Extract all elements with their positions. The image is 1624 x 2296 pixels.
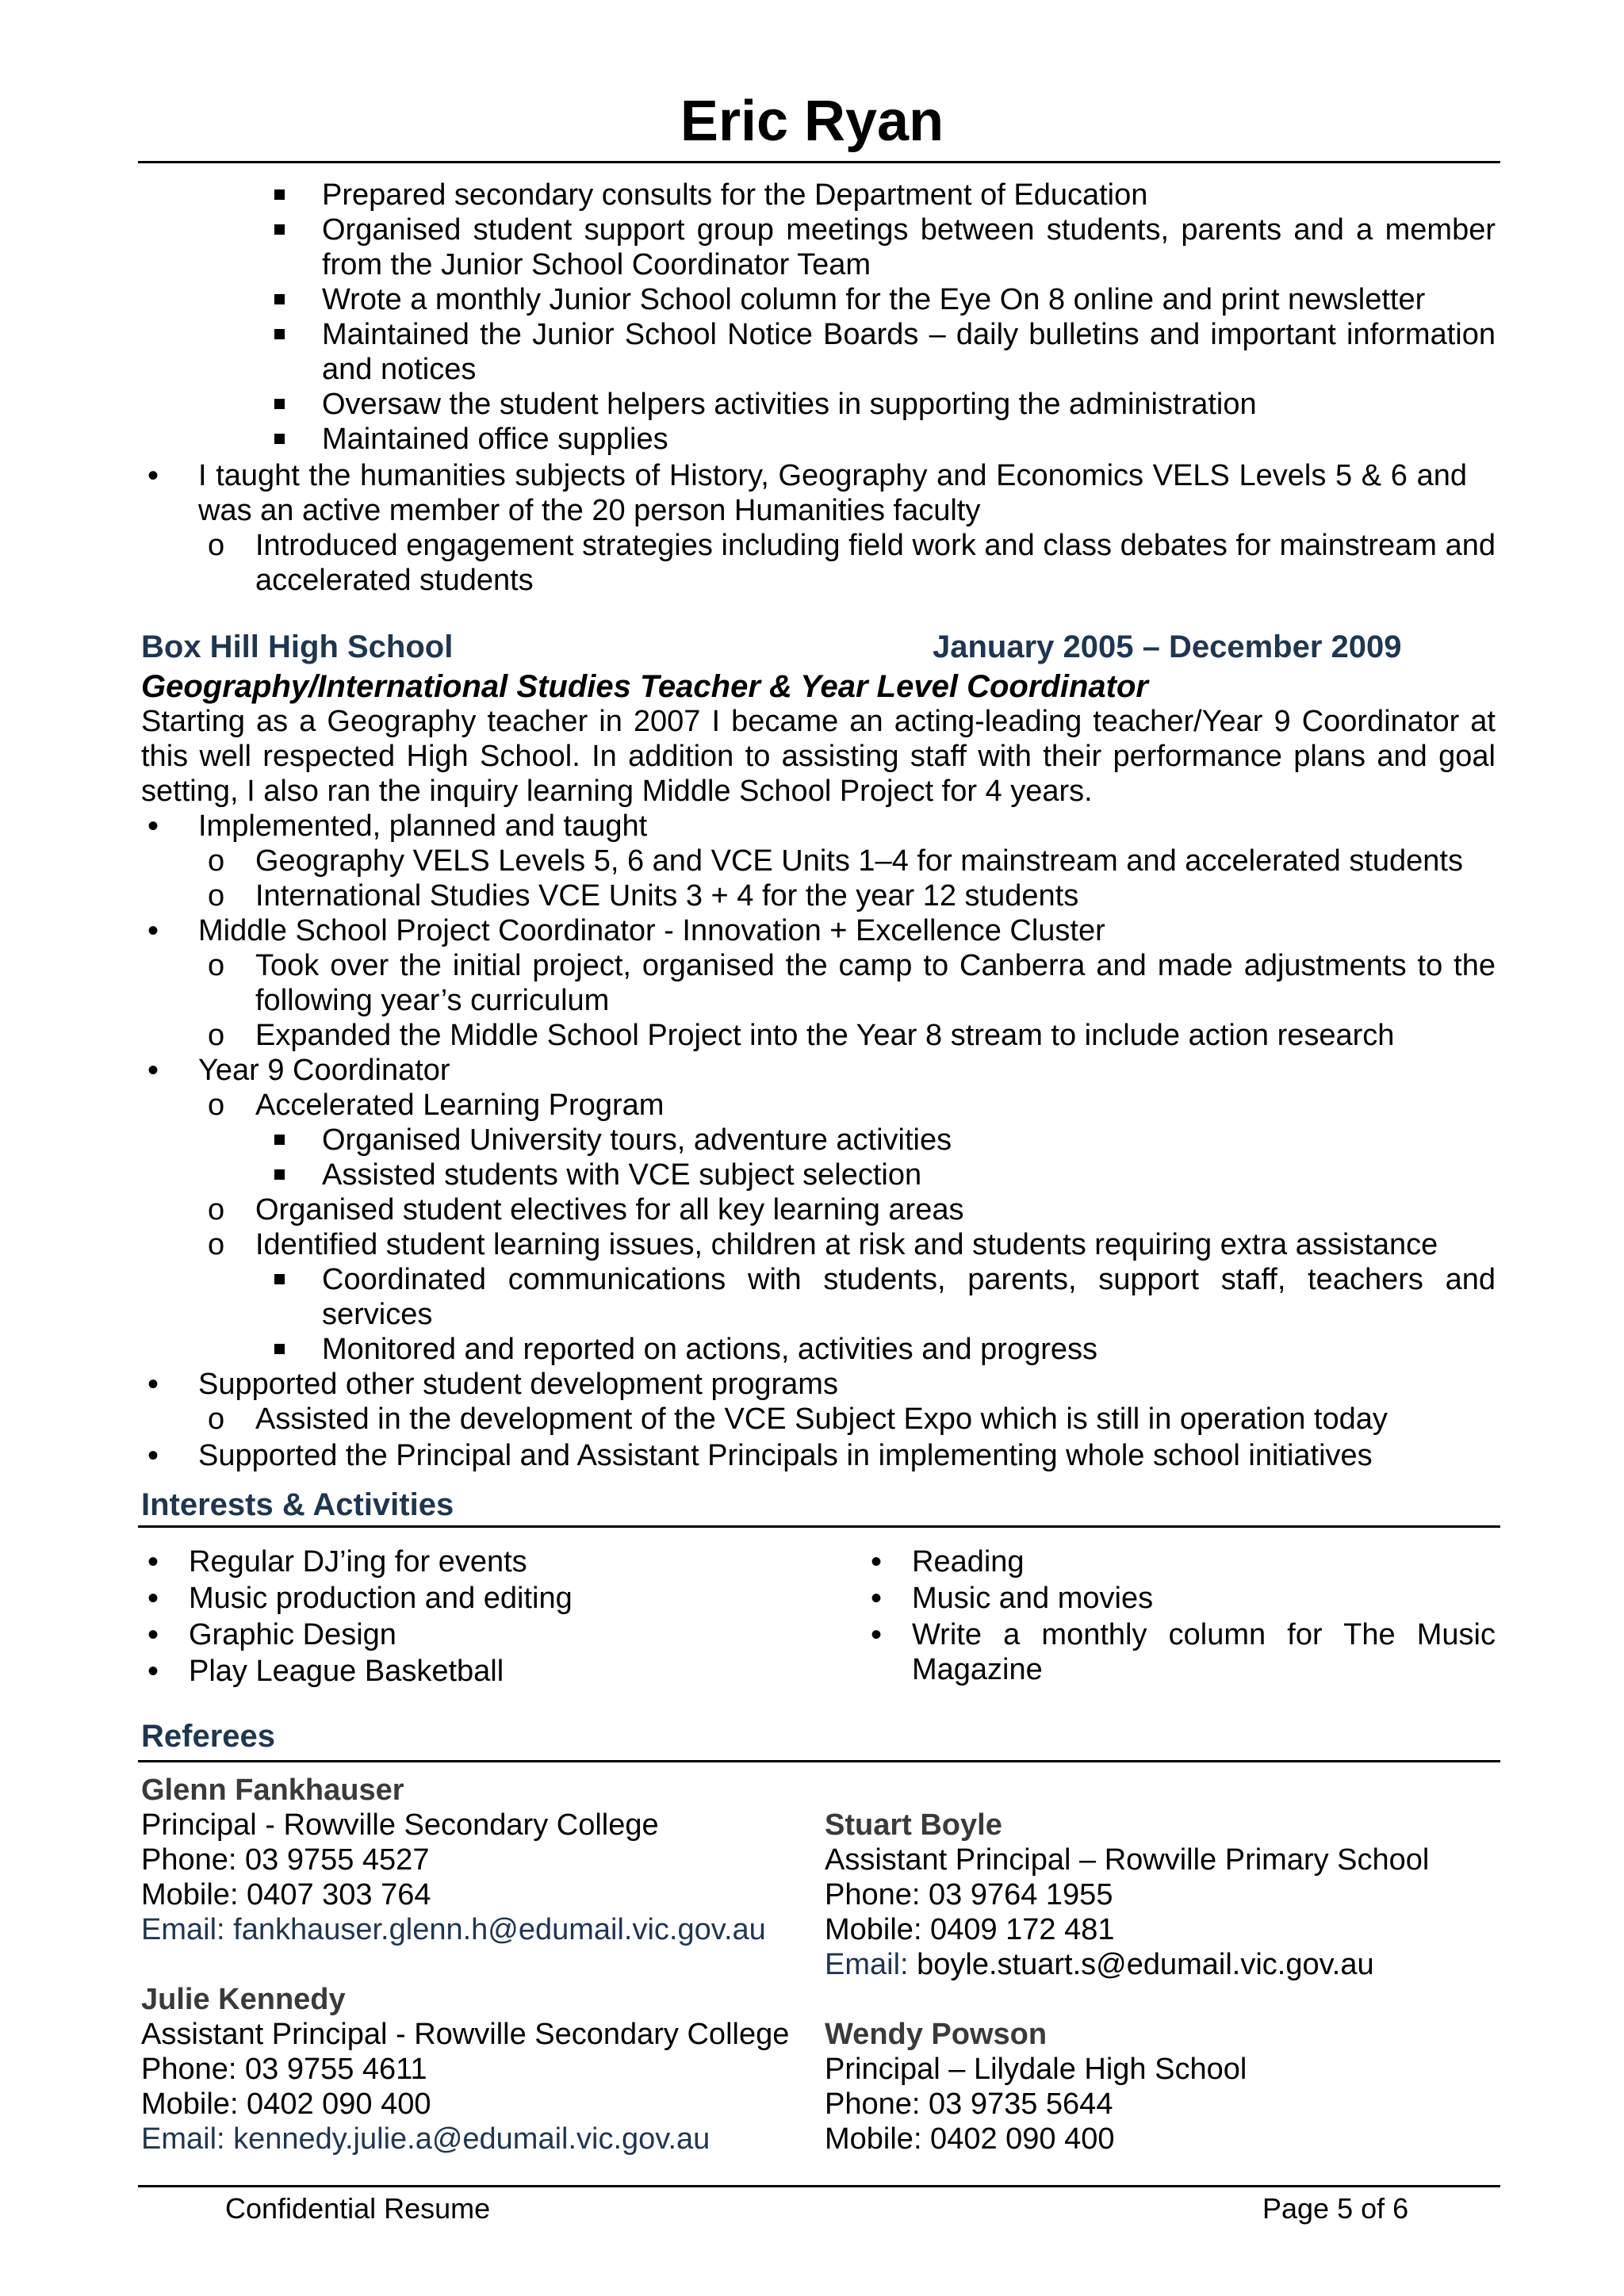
referee-name: Stuart Boyle — [825, 1808, 1002, 1842]
interest-item: Music and movies — [912, 1582, 1154, 1615]
list-item: Maintained the Junior School Notice Boards – daily bulletins and important information and notices — [322, 318, 1496, 386]
round-bullet: • — [147, 913, 159, 948]
round-bullet: • — [147, 458, 159, 493]
referee-mobile: Mobile: 0402 090 400 — [825, 2122, 1115, 2156]
list-item: Organised student support group meetings between students, parents and a member from the Junior School Coordinator Team — [322, 213, 1496, 281]
email-label: Email: — [141, 1913, 225, 1946]
list-item: Assisted students with VCE subject selection — [322, 1158, 922, 1192]
list-item: Wrote a monthly Junior School column for the Eye On 8 online and print newsletter — [322, 283, 1426, 316]
list-item: Organised University tours, adventure activities — [322, 1123, 952, 1157]
list-item: Assisted in the development of the VCE Subject Expo which is still in operation today — [255, 1402, 1388, 1436]
list-item: Accelerated Learning Program — [255, 1089, 665, 1122]
email-label: Email: — [825, 1948, 909, 1981]
referee-position: Principal – Lilydale High School — [825, 2053, 1247, 2086]
referee-email-line — [141, 1912, 766, 1947]
email-label: Email: — [141, 2122, 225, 2156]
list-item: Middle School Project Coordinator - Innovation + Excellence Cluster — [198, 914, 1105, 947]
list-item: International Studies VCE Units 3 + 4 for the year 12 students — [255, 879, 1079, 913]
referee-phone: Phone: 03 9755 4527 — [141, 1843, 430, 1877]
interest-item: Regular DJ’ing for events — [189, 1545, 527, 1578]
referee-mobile: Mobile: 0409 172 481 — [825, 1913, 1115, 1946]
referee-email[interactable]: fankhauser.glenn.h@edumail.vic.gov.au — [233, 1913, 766, 1946]
page-number: Page 5 of 6 — [1262, 2192, 1409, 2225]
list-item: Prepared secondary consults for the Department of Education — [322, 178, 1148, 212]
referees-rule — [138, 1760, 1500, 1762]
interest-item: Play League Basketball — [189, 1655, 504, 1688]
circle-bullet: o — [208, 529, 225, 562]
candidate-name: Eric Ryan — [680, 90, 944, 153]
interest-item: Graphic Design — [189, 1618, 396, 1651]
referee-mobile: Mobile: 0407 303 764 — [141, 1878, 431, 1911]
list-item: Coordinated communications with students, parents, support staff, teachers and services — [322, 1263, 1496, 1331]
referee-name: Glenn Fankhauser — [141, 1774, 404, 1807]
job-summary: Starting as a Geography teacher in 2007 I became an acting-leading teacher/Year 9 Coordinator at this well respected High School. In addition to assisting staff with their performance plans and goal setting, I also ran the inquiry learning Middle School Project for 4 years. — [141, 705, 1496, 808]
interests-heading: Interests & Activities — [141, 1487, 454, 1522]
referee-email-line — [825, 1947, 1374, 1982]
school-name: Box Hill High School — [141, 629, 454, 664]
circle-bullet: o — [208, 949, 225, 982]
list-item: Geography VELS Levels 5, 6 and VCE Units 1–4 for mainstream and accelerated students — [255, 844, 1463, 878]
list-item: Supported other student development programs — [198, 1368, 838, 1401]
round-bullet: • — [147, 1617, 159, 1652]
referee-email[interactable]: kennedy.julie.a@edumail.vic.gov.au — [233, 2122, 710, 2156]
referee-phone: Phone: 03 9764 1955 — [825, 1878, 1113, 1911]
interest-item: Reading — [912, 1545, 1025, 1578]
round-bullet: • — [871, 1617, 883, 1652]
referee-name: Wendy Powson — [825, 2018, 1048, 2051]
interests-rule — [138, 1525, 1500, 1528]
list-item: Oversaw the student helpers activities in supporting the administration — [322, 388, 1257, 421]
round-bullet: • — [147, 1581, 159, 1616]
round-bullet: • — [147, 1367, 159, 1402]
referee-email[interactable]: boyle.stuart.s@edumail.vic.gov.au — [917, 1948, 1374, 1981]
list-item: Identified student learning issues, children at risk and students requiring extra assistance — [255, 1228, 1438, 1261]
round-bullet: • — [871, 1581, 883, 1616]
list-item: Year 9 Coordinator — [198, 1054, 450, 1087]
round-bullet: • — [147, 1053, 159, 1088]
referee-email-line — [141, 2122, 710, 2156]
circle-bullet: o — [208, 1089, 225, 1122]
circle-bullet: o — [208, 1402, 225, 1436]
circle-bullet: o — [208, 1193, 225, 1226]
list-item: Maintained office supplies — [322, 423, 668, 456]
round-bullet: • — [147, 1654, 159, 1689]
job-dates: January 2005 – December 2009 — [933, 629, 1402, 664]
referee-position: Principal - Rowville Secondary College — [141, 1808, 659, 1842]
header-rule — [138, 161, 1500, 163]
round-bullet: • — [147, 1438, 159, 1473]
circle-bullet: o — [208, 1228, 225, 1261]
list-item: Took over the initial project, organised the camp to Canberra and made adjustments to the following year’s curriculum — [255, 949, 1496, 1017]
list-item: Introduced engagement strategies including field work and class debates for mainstream and accelerated students — [255, 529, 1496, 597]
list-item: Supported the Principal and Assistant Principals in implementing whole school initiatives — [198, 1439, 1373, 1472]
referee-mobile: Mobile: 0402 090 400 — [141, 2087, 431, 2121]
footer-left: Confidential Resume — [225, 2192, 491, 2225]
referee-name: Julie Kennedy — [141, 1983, 346, 2016]
circle-bullet: o — [208, 879, 225, 913]
referee-phone: Phone: 03 9755 4611 — [141, 2053, 427, 2086]
interest-item: Write a monthly column for The Music Magazine — [912, 1618, 1496, 1686]
list-item: Expanded the Middle School Project into the Year 8 stream to include action research — [255, 1019, 1395, 1052]
list-item: Monitored and reported on actions, activities and progress — [322, 1333, 1097, 1366]
referee-position: Assistant Principal - Rowville Secondary College — [141, 2018, 790, 2051]
circle-bullet: o — [208, 1019, 225, 1052]
round-bullet: • — [147, 809, 159, 844]
referees-heading: Referees — [141, 1719, 276, 1754]
circle-bullet: o — [208, 844, 225, 878]
round-bullet: • — [871, 1544, 883, 1579]
list-item: Implemented, planned and taught — [198, 809, 648, 843]
referee-phone: Phone: 03 9735 5644 — [825, 2087, 1113, 2121]
footer-rule — [138, 2185, 1500, 2187]
list-item: Organised student electives for all key learning areas — [255, 1193, 964, 1226]
job-role: Geography/International Studies Teacher & Year Level Coordinator — [141, 669, 1148, 704]
round-bullet: • — [147, 1544, 159, 1579]
interest-item: Music production and editing — [189, 1582, 573, 1615]
referee-position: Assistant Principal – Rowville Primary School — [825, 1843, 1430, 1877]
list-item: I taught the humanities subjects of History, Geography and Economics VELS Levels 5 & 6 and was an active member of the 20 person Humanities faculty — [198, 459, 1467, 527]
